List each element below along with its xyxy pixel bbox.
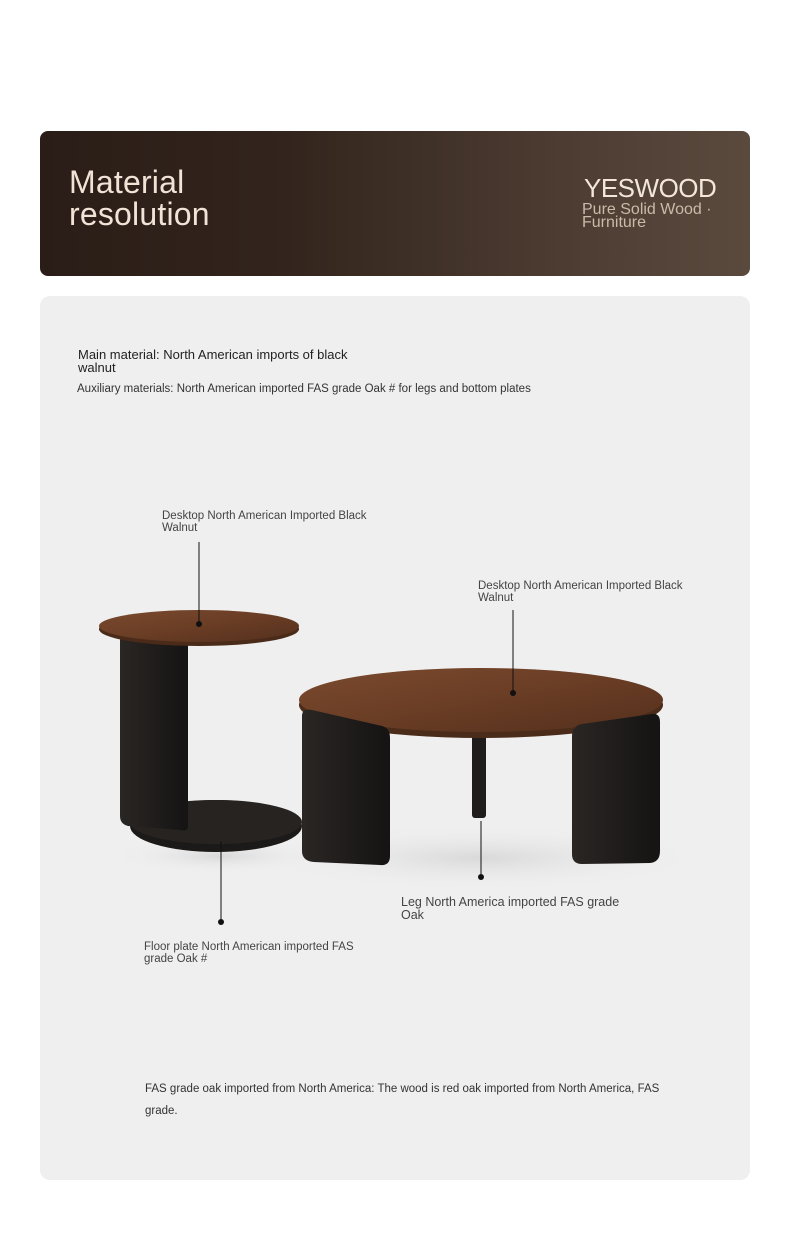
brand-tagline: Pure Solid Wood · Furniture [582, 201, 712, 231]
main-material-text: Main material: North American imports of black walnut [78, 347, 348, 375]
side-table-panel [120, 626, 188, 831]
callout-label-leg: Leg North America imported FAS grade Oak [401, 895, 620, 922]
coffee-left-leg [302, 710, 390, 865]
furniture-illustration [40, 296, 750, 1180]
coffee-right-leg [572, 714, 660, 864]
callout-dot-side-top [196, 621, 202, 627]
callout-dot-coffee-top [510, 690, 516, 696]
callout-label-side-table-top: Desktop North American Imported Black Walnut [162, 510, 367, 534]
callout-label-coffee-table-top: Desktop North American Imported Black Walnut [478, 580, 683, 604]
brand-logo-text: YESWOOD [584, 173, 717, 203]
material-panel [40, 296, 750, 1180]
footer-note: FAS grade oak imported from North America: The wood is red oak imported from North America, FAS grade. [145, 1083, 660, 1117]
callout-dot-leg [478, 874, 484, 880]
auxiliary-material-text: Auxiliary materials: North American imported FAS grade Oak # for legs and bottom plates [77, 383, 531, 395]
header-banner [40, 131, 750, 276]
callout-label-floor-plate: Floor plate North American imported FAS grade Oak # [144, 941, 354, 965]
callout-dot-floor-plate [218, 919, 224, 925]
coffee-back-leg [472, 726, 486, 818]
banner-title: Material resolution [69, 164, 210, 232]
